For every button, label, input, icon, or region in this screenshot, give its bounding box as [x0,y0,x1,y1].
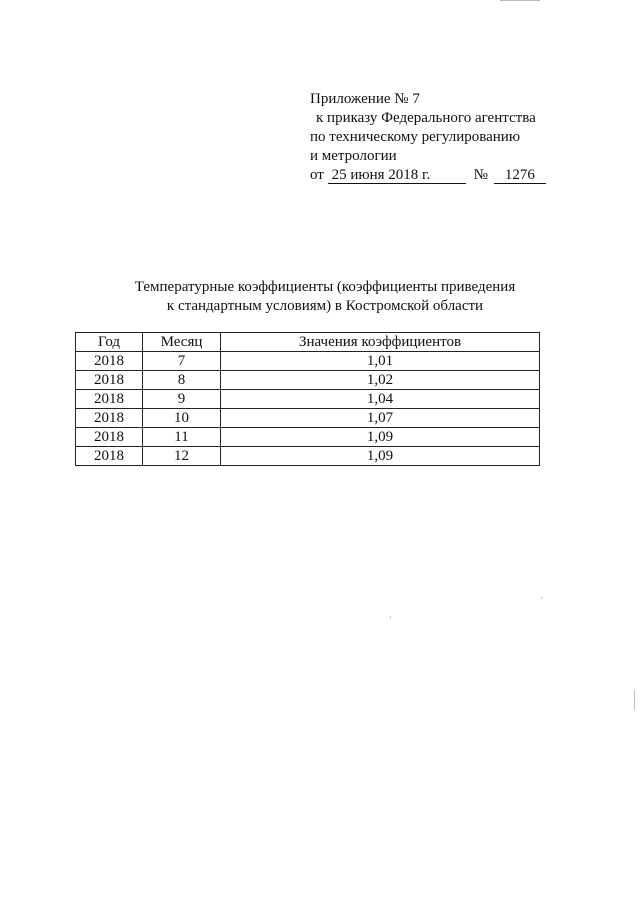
cell-month: 8 [143,371,221,390]
cell-coefficient: 1,04 [221,390,540,409]
appendix-title: Приложение № 7 [310,91,420,107]
coefficients-table [75,332,540,466]
cell-month: 9 [143,390,221,409]
table-header-row [76,333,540,352]
scan-speck [390,616,391,618]
cell-coefficient: 1,09 [221,428,540,447]
cell-month: 10 [143,409,221,428]
cell-year: 2018 [76,352,143,371]
cell-year: 2018 [76,428,143,447]
appendix-line-metrology: и метрологии [310,148,397,164]
cell-year: 2018 [76,447,143,466]
scan-speck [541,597,542,599]
table-row [76,447,540,466]
cell-month: 12 [143,447,221,466]
cell-coefficient: 1,01 [221,352,540,371]
table-row [76,352,540,371]
table-row [76,371,540,390]
document-title-line2: к стандартным условиям) в Костромской области [166,298,484,314]
scan-speck [500,0,540,1]
cell-year: 2018 [76,409,143,428]
header-year: Год [76,333,143,352]
header-month: Месяц [143,333,221,352]
scan-speck [634,690,635,710]
document-title [60,278,590,316]
order-number: 1276 [494,167,546,184]
cell-year: 2018 [76,371,143,390]
appendix-line-agency: по техническому регулированию [310,129,521,145]
cell-month: 11 [143,428,221,447]
appendix-line-order: к приказу Федерального агентства [316,110,536,126]
cell-year: 2018 [76,390,143,409]
cell-month: 7 [143,352,221,371]
table-row [76,390,540,409]
order-date: 25 июня 2018 г. [328,167,466,184]
cell-coefficient: 1,07 [221,409,540,428]
appendix-header [310,90,610,185]
appendix-date-line [310,166,610,185]
header-coefficient: Значения коэффициентов [221,333,540,352]
table-row [76,428,540,447]
document-title-line1: Температурные коэффициенты (коэффициенты приведения [134,279,516,295]
cell-coefficient: 1,09 [221,447,540,466]
cell-coefficient: 1,02 [221,371,540,390]
number-sign: № [473,167,488,183]
table-row [76,409,540,428]
date-prefix: от [310,167,324,183]
